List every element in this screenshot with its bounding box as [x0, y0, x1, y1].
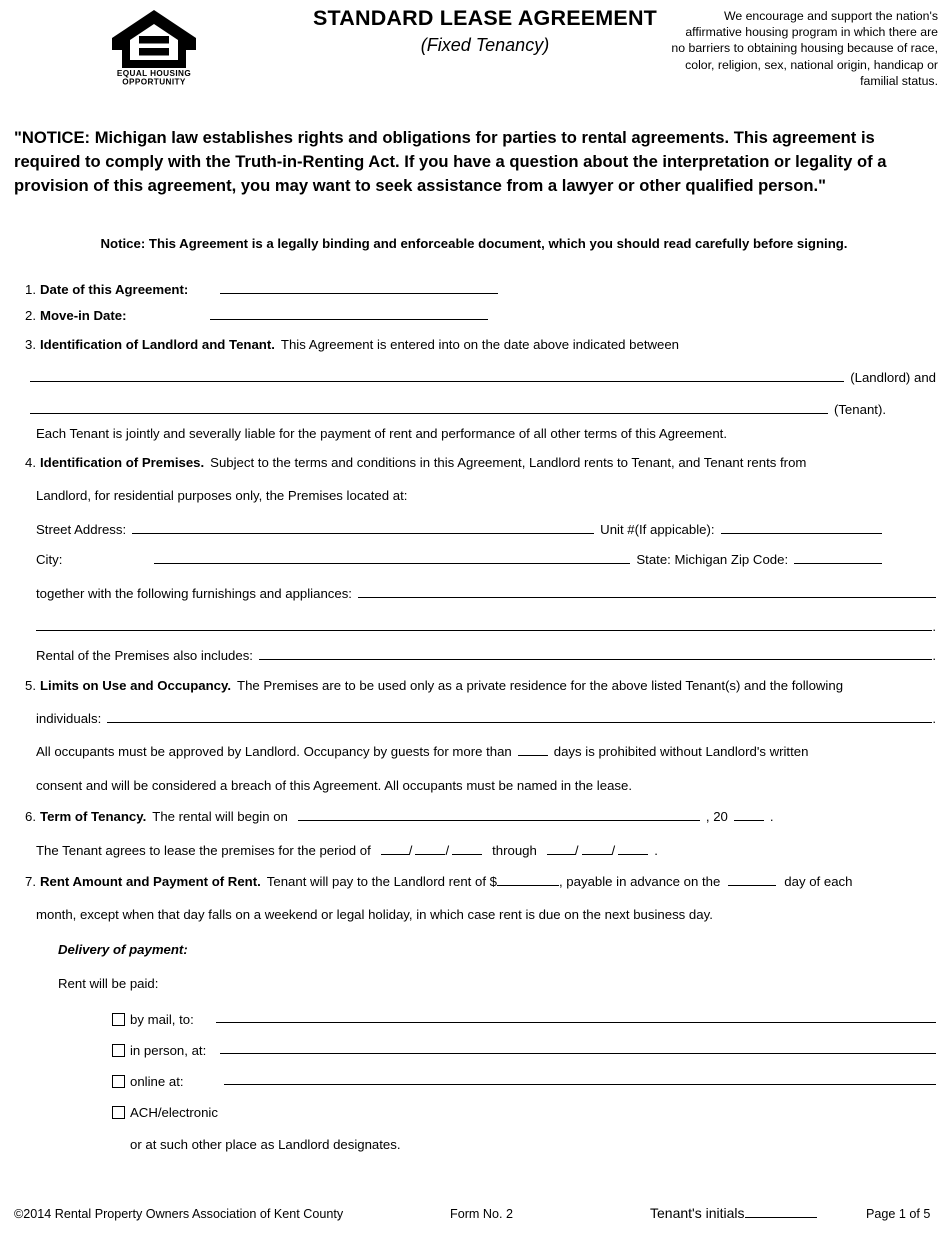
clause-6-period: . [769, 809, 774, 825]
city-field[interactable] [154, 553, 630, 564]
clause-identification-premises [0, 456, 950, 663]
logo-line2: OPPORTUNITY [122, 77, 186, 86]
payment-option-in-person[interactable] [16, 1043, 950, 1058]
city-label: City: [36, 552, 63, 568]
year-prefix: , 20 [705, 809, 728, 825]
tenant-suffix: (Tenant). [833, 401, 886, 417]
clause-6-number: 6. [25, 809, 36, 825]
furnishings-field-continued[interactable] [36, 620, 932, 631]
slash-1: / [408, 842, 413, 858]
payment-option-ach[interactable] [16, 1105, 950, 1120]
street-address-field[interactable] [132, 523, 594, 534]
clause-1-number: 1. [25, 282, 36, 298]
in-person-address-field[interactable] [220, 1046, 936, 1054]
clause-3-label: Identification of Landlord and Tenant. [40, 336, 275, 352]
clause-5-line3: consent and will be considered a breach of this Agreement. All occupants must be named in the lease. [36, 777, 632, 793]
clause-3-text: This Agreement is entered into on the date above indicated between [280, 336, 680, 352]
delivery-of-payment-heading: Delivery of payment: [58, 942, 188, 958]
payment-option-label-2: online at: [130, 1073, 184, 1089]
document-title: STANDARD LEASE AGREEMENT [312, 6, 658, 30]
furnishings-label: together with the following furnishings and appliances: [36, 585, 352, 601]
document-footer [0, 1203, 950, 1229]
rental-begin-date-field[interactable] [298, 810, 700, 821]
move-in-date-field[interactable] [210, 308, 488, 319]
payment-option-label-0: by mail, to: [130, 1011, 194, 1027]
also-includes-period: . [932, 648, 936, 664]
equal-housing-opportunity-logo [108, 6, 200, 86]
clause-7-line2: month, except when that day falls on a weekend or legal holiday, in which case rent is due on the next business day. [36, 907, 713, 923]
equal-housing-statement: We encourage and support the nation's affirmative housing program in which there are no barriers to obtaining housing because of race, color, religion, sex, national origin, handicap or familial status. [671, 9, 938, 88]
clause-1-label: Date of this Agreement: [40, 282, 189, 298]
clause-list [0, 283, 950, 1151]
checkbox-online[interactable] [112, 1075, 125, 1088]
footer-form-number: Form No. 2 [450, 1207, 513, 1221]
clause-5-number: 5. [25, 677, 36, 693]
tenant-initials-group[interactable] [650, 1205, 817, 1221]
clause-6-text: The rental will begin on [152, 809, 288, 825]
lease-start-month-field[interactable] [381, 843, 409, 854]
clause-7-number: 7. [25, 873, 36, 889]
clause-6-line2-period: . [654, 842, 658, 858]
rental-begin-year-field[interactable] [734, 810, 764, 821]
individuals-label: individuals: [36, 711, 102, 727]
clause-3-number: 3. [25, 336, 36, 352]
through-label: through [492, 842, 537, 858]
rent-amount-text-pre: Tenant will pay to the Landlord rent of $ [266, 873, 497, 889]
lease-end-year-field[interactable] [618, 843, 648, 854]
rent-amount-text-post: day of each [784, 873, 853, 889]
legal-notice-statement: "NOTICE: Michigan law establishes rights and obligations for parties to rental agreements. This agreement is required to comply with the Truth-in-Renting Act. If you have a question about the interpretation or legality of a provision of this agreement, you may want to seek assistance from a lawyer or other qualified person." [14, 128, 887, 195]
checkbox-in-person[interactable] [112, 1044, 125, 1057]
clause-rent-amount-payment [0, 875, 950, 1151]
individuals-period: . [932, 711, 936, 727]
tenant-initials-field[interactable] [745, 1206, 817, 1218]
lease-start-year-field[interactable] [452, 843, 482, 854]
clause-5-text: The Premises are to be used only as a private residence for the above listed Tenant(s) and the following [237, 677, 844, 693]
individuals-field[interactable] [107, 712, 932, 723]
document-header [0, 0, 950, 100]
clause-4-line2: Landlord, for residential purposes only, the Premises located at: [36, 488, 408, 504]
lease-end-day-field[interactable] [582, 843, 612, 854]
unit-number-field[interactable] [721, 523, 882, 534]
checkbox-by-mail[interactable] [112, 1013, 125, 1026]
payment-option-online[interactable] [16, 1074, 950, 1089]
clause-2-label: Move-in Date: [40, 307, 127, 323]
payment-option-label-3: ACH/electronic [130, 1104, 218, 1120]
rent-amount-text-mid: , payable in advance on the [558, 873, 721, 889]
clause-identification-landlord-tenant [0, 338, 950, 440]
furnishings-period: . [932, 618, 936, 634]
clause-7-label: Rent Amount and Payment of Rent. [40, 873, 261, 889]
landlord-name-field[interactable] [30, 371, 844, 382]
clause-4-text: Subject to the terms and conditions in this Agreement, Landlord rents to Tenant, and Tenant rents from [210, 455, 807, 471]
also-includes-label: Rental of the Premises also includes: [36, 648, 253, 664]
payment-option-by-mail[interactable] [16, 1012, 950, 1027]
lease-end-month-field[interactable] [547, 843, 575, 854]
slash-4: / [611, 842, 616, 858]
also-includes-field[interactable] [259, 649, 932, 660]
clause-4-number: 4. [25, 455, 36, 471]
clause-limits-use-occupancy [0, 679, 950, 792]
binding-document-notice: Notice: This Agreement is a legally binding and enforceable document, which you should read carefully before signing. [100, 236, 848, 251]
slash-3: / [574, 842, 579, 858]
clause-6-label: Term of Tenancy. [40, 809, 147, 825]
clause-move-in-date [0, 308, 950, 321]
online-address-field[interactable] [224, 1077, 936, 1085]
title-block [250, 6, 720, 56]
landlord-suffix: (Landlord) and [850, 370, 936, 386]
unit-number-label: Unit #(If appicable): [600, 521, 715, 537]
tenant-initials-label: Tenant's initials [650, 1205, 745, 1221]
guests-text-pre: All occupants must be approved by Landlord. Occupancy by guests for more than [36, 744, 512, 760]
rent-amount-field[interactable] [497, 875, 559, 886]
rent-due-day-field[interactable] [728, 875, 776, 886]
lease-period-label: The Tenant agrees to lease the premises for the period of [36, 842, 371, 858]
clause-5-label: Limits on Use and Occupancy. [40, 677, 232, 693]
date-of-agreement-field[interactable] [220, 283, 498, 294]
checkbox-ach-electronic[interactable] [112, 1106, 125, 1119]
footer-page-number: Page 1 of 5 [866, 1207, 931, 1221]
tenant-name-field[interactable] [30, 402, 828, 413]
furnishings-field[interactable] [358, 586, 936, 597]
logo-line1: EQUAL HOUSING [116, 69, 192, 78]
clause-2-number: 2. [25, 307, 36, 323]
guest-days-field[interactable] [518, 745, 548, 756]
footer-copyright: ©2014 Rental Property Owners Association of Kent County [14, 1207, 344, 1221]
slash-2: / [445, 842, 450, 858]
clause-date-of-agreement [0, 283, 950, 296]
clause-term-of-tenancy [0, 810, 950, 857]
guests-text-post: days is prohibited without Landlord's written [553, 744, 809, 760]
by-mail-address-field[interactable] [216, 1015, 936, 1023]
clause-4-label: Identification of Premises. [40, 455, 205, 471]
state-zip-label: State: Michigan Zip Code: [636, 552, 789, 568]
zip-code-field[interactable] [794, 553, 882, 564]
equal-housing-icon [108, 6, 200, 86]
other-place-text: or at such other place as Landlord designates. [130, 1136, 401, 1152]
lease-start-day-field[interactable] [415, 843, 445, 854]
document-subtitle: (Fixed Tenancy) [420, 34, 550, 55]
rent-will-be-paid-label: Rent will be paid: [58, 975, 159, 991]
joint-liability-text: Each Tenant is jointly and severally liable for the payment of rent and performance of all other terms of this Agreement. [36, 425, 728, 441]
street-address-label: Street Address: [36, 521, 127, 537]
payment-option-label-1: in person, at: [130, 1042, 207, 1058]
